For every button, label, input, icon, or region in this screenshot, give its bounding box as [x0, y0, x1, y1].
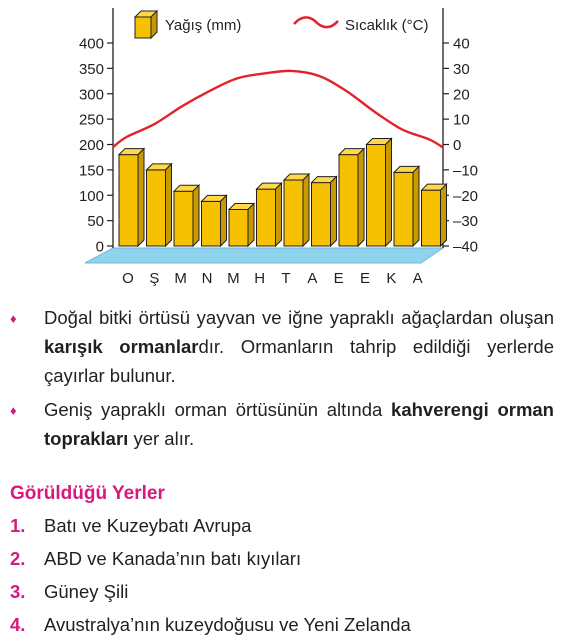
- bar-front: [422, 190, 441, 246]
- bar-front: [229, 209, 248, 246]
- bar-front: [394, 172, 413, 246]
- left-tick-label: 100: [78, 187, 104, 205]
- x-tick-label: M: [227, 270, 240, 287]
- text-run: dır. Ormanların tahrip edildiği yerlerde çayırlar bulunur.: [44, 336, 554, 386]
- left-tick-label: 150: [78, 162, 104, 180]
- place-text: Batı ve Kuzeybatı Avrupa: [44, 515, 252, 536]
- bold-term: kahverengi orman toprakları: [44, 399, 554, 449]
- bar-side: [413, 166, 419, 246]
- x-tick-label: Ş: [149, 270, 160, 287]
- legend-precip-label: Yağış (mm): [165, 17, 242, 34]
- bar-precip-7: [284, 174, 309, 246]
- bullet-marker: ♦: [10, 311, 17, 326]
- right-tick-label: –30: [453, 213, 479, 231]
- x-tick-label: M: [174, 270, 187, 287]
- bar-front: [339, 155, 358, 246]
- bar-side: [248, 203, 254, 246]
- legend-temperature: [294, 17, 429, 34]
- left-tick-label: 50: [87, 213, 104, 231]
- x-tick-label: E: [359, 270, 371, 287]
- bar-precip-3: [174, 185, 199, 246]
- bar-side: [303, 174, 309, 246]
- bar-precip-4: [202, 195, 227, 246]
- text-run: Doğal bitki örtüsü yayvan ve iğne yapraklı ağaçlardan oluşan: [44, 307, 554, 328]
- right-tick-label: 40: [453, 35, 470, 53]
- bar-side: [166, 164, 172, 246]
- left-tick-label: 200: [78, 137, 104, 154]
- bar-side: [138, 149, 144, 246]
- bar-precip-6: [257, 183, 282, 246]
- right-tick-label: –40: [453, 238, 479, 256]
- bar-side: [441, 184, 447, 246]
- bar-side: [331, 177, 337, 246]
- x-tick-label: N: [201, 270, 213, 287]
- text-run: Geniş yapraklı orman örtüsünün altında: [44, 399, 392, 420]
- place-item-2: [10, 548, 301, 570]
- bar-front: [147, 170, 166, 246]
- bar-side: [358, 149, 364, 246]
- text-run: yer alır.: [128, 428, 195, 449]
- left-tick-label: 250: [78, 111, 104, 129]
- place-number: 4.: [10, 614, 26, 635]
- chart-base: [85, 248, 443, 263]
- place-number: 1.: [10, 515, 26, 536]
- bold-term: karışık ormanlar: [44, 336, 199, 357]
- place-number: 3.: [10, 581, 26, 602]
- bar-side: [221, 195, 227, 246]
- place-text: Güney Şili: [44, 581, 129, 602]
- section-title: Görüldüğü Yerler: [10, 483, 165, 504]
- place-text: Avustralya’nın kuzeydoğusu ve Yeni Zelanda: [44, 614, 411, 635]
- x-tick-label: H: [254, 270, 266, 287]
- bar-front: [257, 189, 276, 246]
- right-tick-label: 30: [453, 60, 470, 78]
- bar-front: [202, 201, 221, 246]
- bar-front: [174, 191, 193, 246]
- climate-chart: [0, 0, 563, 300]
- right-tick-label: 10: [453, 111, 470, 129]
- place-number: 2.: [10, 548, 26, 569]
- x-tick-label: E: [333, 270, 344, 287]
- bar-precip-10: [367, 139, 392, 247]
- x-tick-label: A: [307, 270, 318, 287]
- bar-side: [276, 183, 282, 246]
- bar-front: [284, 180, 303, 246]
- bar-side: [386, 139, 392, 247]
- x-tick-label: T: [281, 270, 291, 287]
- right-tick-label: 0: [453, 137, 462, 154]
- place-item-4: [10, 614, 411, 636]
- x-tick-label: K: [386, 270, 397, 287]
- right-tick-label: –10: [453, 162, 479, 180]
- place-item-1: [10, 515, 251, 537]
- bar-front: [312, 183, 331, 246]
- left-tick-label: 300: [78, 86, 104, 104]
- temperature-line: [113, 71, 443, 148]
- legend-temperature-label: Sıcaklık (°C): [345, 17, 429, 34]
- bar-side: [193, 185, 199, 246]
- bullet-marker: ♦: [10, 403, 17, 418]
- left-tick-label: 350: [78, 60, 104, 78]
- place-text: ABD ve Kanada’nın batı kıyıları: [44, 548, 302, 569]
- left-tick-label: 0: [95, 238, 104, 256]
- bar-precip-11: [394, 166, 419, 246]
- x-tick-label: A: [412, 270, 423, 287]
- bar-precip-2: [147, 164, 172, 246]
- legend-line-swatch: [294, 17, 338, 27]
- bar-precip-12: [422, 184, 447, 246]
- bar-precip-5: [229, 203, 254, 246]
- bar-front: [119, 155, 138, 246]
- bullet-text-2: [44, 395, 554, 453]
- bar-precip-8: [312, 177, 337, 246]
- legend-precip: [135, 11, 241, 38]
- bar-precip-1: [119, 149, 144, 246]
- bar-front: [367, 145, 386, 247]
- bullet-text-1: [44, 303, 554, 390]
- x-tick-label: O: [122, 270, 134, 287]
- right-tick-label: –20: [453, 187, 479, 205]
- bar-precip-9: [339, 149, 364, 246]
- place-item-3: [10, 581, 128, 603]
- right-tick-label: 20: [453, 86, 470, 104]
- legend-bar-swatch-front: [135, 17, 151, 38]
- left-tick-label: 400: [78, 35, 104, 53]
